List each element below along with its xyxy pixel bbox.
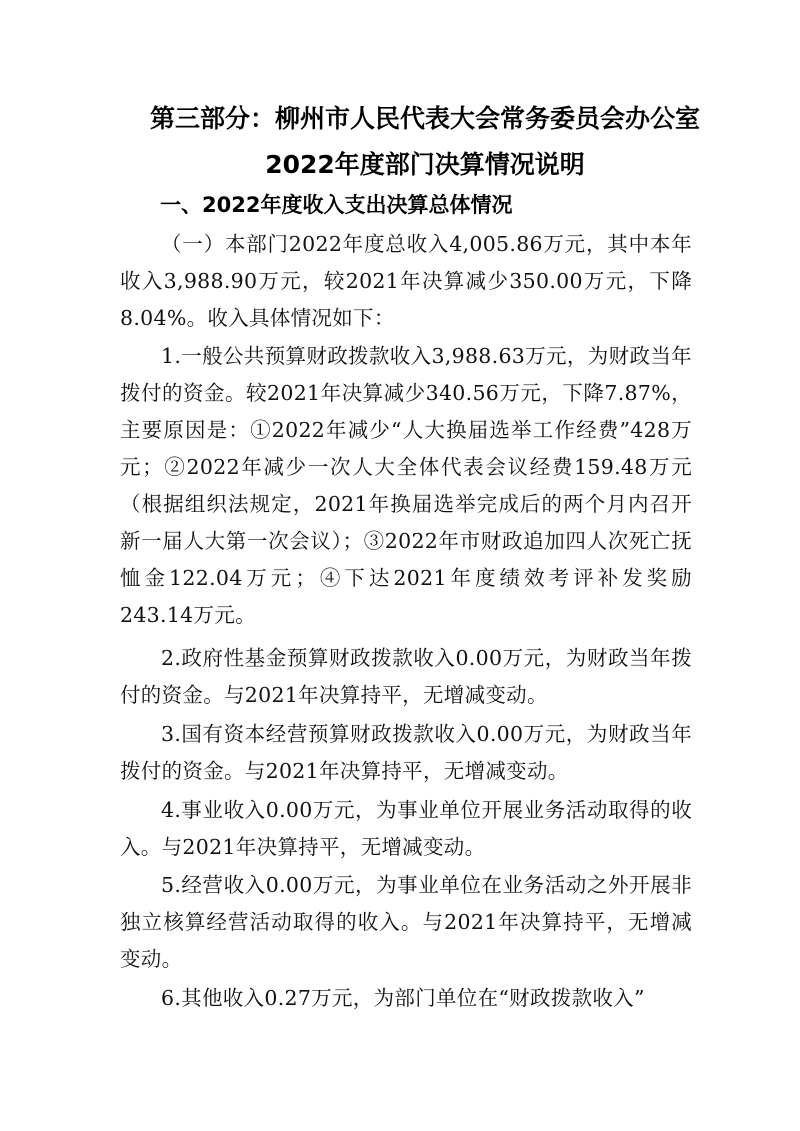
- paragraph-government-fund: 2.政府性基金预算财政拨款收入0.00万元，为财政当年拨付的资金。与2021年决算持平，无增减变动。: [120, 646, 692, 707]
- paragraph-general-budget: 1.一般公共预算财政拨款收入3,988.63万元，为财政当年拨付的资金。较2021年决算减少340.56万元，下降7.87%，主要原因是：①2022年减少“人大换届选举工作经费”428万元；②2022年减少一次人大全体代表会议经费159.48万元（根据组织法规定，2021年换届选举完成后的两个月内召开新一届人大第一次会议）；③2022年市财政追加四人次死亡抚恤金122.04万元；④下达2021年度绩效考评补发奖励243.14万元。: [120, 344, 692, 627]
- paragraph-business-income: 4.事业收入0.00万元，为事业单位开展业务活动取得的收入。与2021年决算持平，无增减变动。: [120, 798, 692, 859]
- paragraph-total-income: （一）本部门2022年度总收入4,005.86万元，其中本年收入3,988.90万元，较2021年决算减少350.00万元，下降8.04%。收入具体情况如下：: [120, 232, 692, 330]
- document-title: 第三部分：柳州市人民代表大会常务委员会办公室2022年度部门决算情况说明: [149, 104, 700, 179]
- section-heading: 一、2022年度收入支出决算总体情况: [160, 193, 513, 217]
- paragraph-state-capital: 3.国有资本经营预算财政拨款收入0.00万元，为财政当年拨付的资金。与2021年决算持平，无增减变动。: [120, 722, 692, 783]
- paragraph-operating-income: 5.经营收入0.00万元，为事业单位在业务活动之外开展非独立核算经营活动取得的收入。与2021年决算持平，无增减变动。: [120, 873, 692, 971]
- paragraph-other-income: 6.其他收入0.27万元，为部门单位在“财政拨款收入”: [161, 986, 645, 1010]
